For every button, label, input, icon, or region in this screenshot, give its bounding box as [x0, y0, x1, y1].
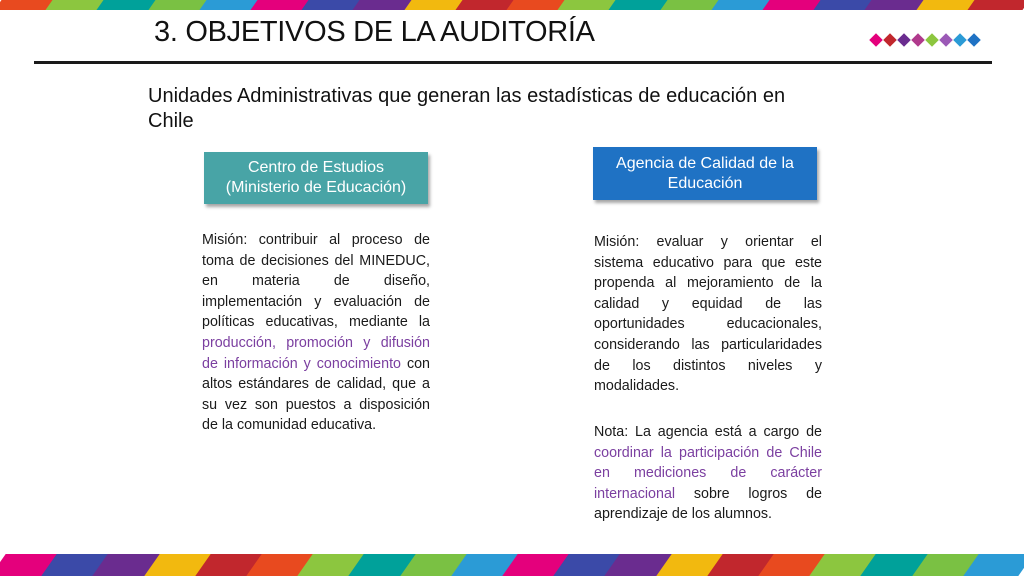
agencia-nota	[594, 422, 822, 525]
stripe-segment	[967, 0, 1024, 10]
nota-text-end: sobre logros de aprendizaje de los alumnos.	[594, 485, 822, 523]
nota-highlight: coordinar la participación de Chile en mediciones de carácter internacional	[594, 444, 822, 502]
mision-text-start: Misión: contribuir al proceso de toma de decisiones del MINEDUC, en materia de diseño, implementación y evaluación de políticas educativas, mediante la	[202, 232, 430, 331]
centro-estudios-line1: Centro de Estudios	[247, 159, 385, 176]
centro-estudios-box	[204, 152, 428, 204]
centro-estudios-mision	[202, 230, 430, 436]
slide-title: 3. OBJETIVOS DE LA AUDITORÍA	[154, 16, 595, 48]
agencia-mision: Misión: evaluar y orientar el sistema educativo para que este propenda al mejoramiento de la calidad y equidad de las oportunidades educacionales, considerando las particularidades de los distintos niveles y modalidades.	[594, 234, 822, 395]
agencia-calidad-line1: Agencia de Calidad de la	[616, 154, 794, 172]
slide-subtitle: Unidades Administrativas que generan las estadísticas de educación en Chile	[148, 85, 786, 132]
diamond-shape	[925, 33, 939, 47]
diamond-decoration	[870, 34, 980, 46]
nota-text-start: Nota: La agencia está a cargo de	[594, 424, 822, 440]
top-color-stripe	[0, 0, 1024, 10]
diamond-shape	[911, 33, 925, 47]
diamond-shape	[897, 33, 911, 47]
diamond-shape	[967, 33, 981, 47]
diamond-shape	[869, 33, 883, 47]
agencia-calidad-line2: Educación	[667, 174, 743, 192]
diamond-shape	[883, 33, 897, 47]
mision-highlight: producción, promoción y difusión de información y conocimiento	[202, 334, 430, 372]
diamond-shape	[939, 33, 953, 47]
title-divider	[34, 61, 992, 64]
centro-estudios-line2: (Ministerio de Educación)	[225, 179, 407, 196]
mision-text-end: con altos estándares de calidad, que a su vez son puestos a disposición de la comunidad educativa.	[202, 355, 431, 434]
bottom-color-stripe	[0, 554, 1024, 576]
agencia-calidad-box	[593, 147, 817, 200]
diamond-shape	[953, 33, 967, 47]
